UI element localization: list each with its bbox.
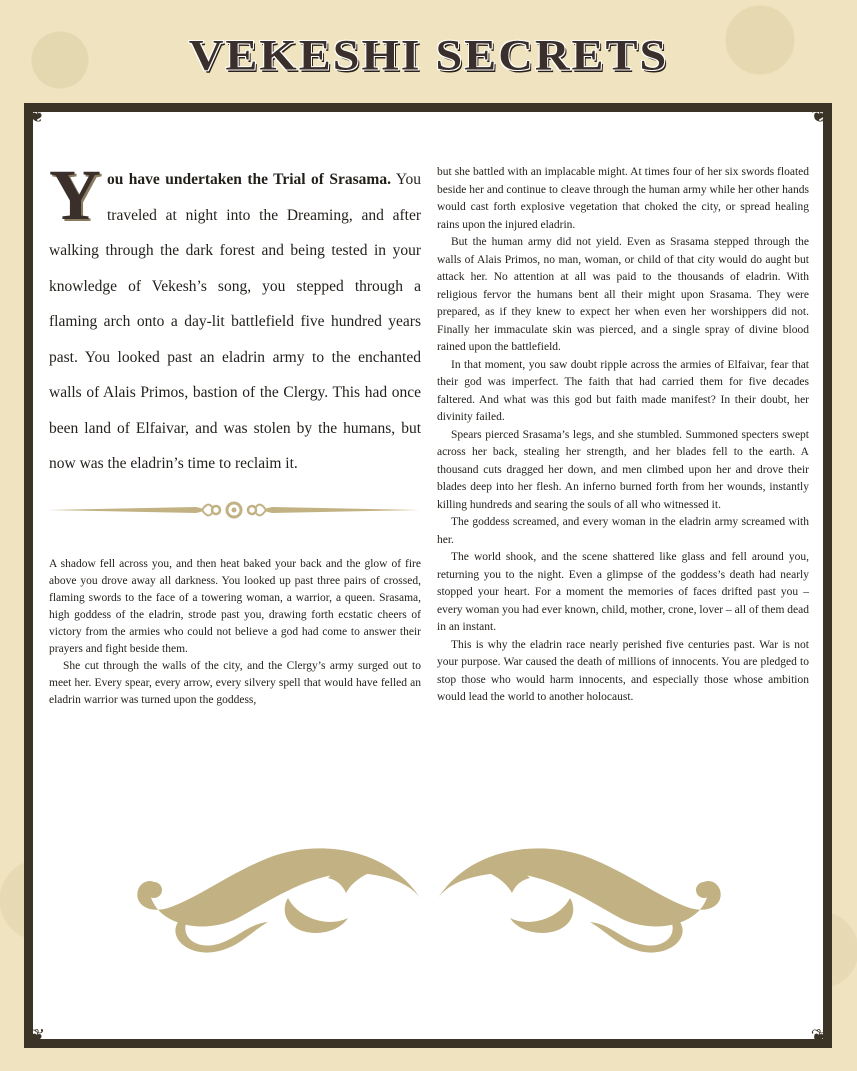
paragraph: The world shook, and the scene shattered like glass and fell around you, returning you to the night. Even a glimpse of the goddess’s death had nearly stopped your heart. For a moment the memories of faces drifted past you – every woman you had ever known, child, mother, crone, lover – all of them dead in an instant. <box>437 551 809 633</box>
scroll-corner-icon: ❦ <box>28 1024 46 1048</box>
paragraph: A shadow fell across you, and then heat baked your back and the glow of fire above you drove away all darkness. You looked up past three pairs of crossed, flaming swords to the face of a towering woman, a warrior, a queen. Srasama, high goddess of the eladrin, strode past you, drawing forth ecstatic cheers of victory from the armies who could not believe a god had come to answer their prayers and fight beside them. <box>49 558 421 655</box>
paragraph: but she battled with an implacable might. At times four of her six swords floated beside her and continue to cleave through the human army while her other hands would cast forth explosive vegetation that choked the city, or spread healing rains upon the injured eladrin. <box>437 166 809 231</box>
right-body-column <box>437 164 809 707</box>
scroll-corner-icon: ❦ <box>28 103 46 127</box>
paragraph: She cut through the walls of the city, and the Clergy’s army surged out to meet her. Every spear, every arrow, every silvery spell that would have felled an eladrin warrior was turned upon the goddess, <box>49 660 421 706</box>
intro-lead: ou have undertaken the Trial of Srasama. <box>107 171 391 188</box>
paragraph: But the human army did not yield. Even as Srasama stepped through the walls of Alais Primos, no man, woman, or child of that city would do aught but attack her. No attention at all was paid to the thousands of eladrin. With religious fervor the humans bent all their might upon Srasama. They were prepared, as if they knew to expect her when even her worshippers did not. Finally her immaculate skin was pierced, and a single spray of divine blood rained upon the battlefield. <box>437 236 809 353</box>
paragraph: Spears pierced Srasama’s legs, and she stumbled. Summoned specters swept across her back, stealing her strength, and her blades fell to the earth. A thousand cuts dragged her down, and men climbed upon her and drove their blades deep into her flesh. An inferno burned forth from her wounds, instantly killing hundreds and searing the souls of all who witnessed it. <box>437 428 809 511</box>
paragraph: In that moment, you saw doubt ripple across the armies of Elfaivar, fear that their god was imperfect. The faith that had carried them for five decades faltered. And what was this god but faith made manifest? In their doubt, her divinity failed. <box>437 358 809 423</box>
page-title: VEKESHI SECRETS <box>188 31 669 80</box>
paragraph: This is why the eladrin race nearly perished five centuries past. War is not your purpose. War caused the death of millions of innocents. You are pledged to stop those who would harm innocents, and especially those whose ambition would lead the world to another holocaust. <box>437 638 809 703</box>
intro-column <box>49 155 421 482</box>
scroll-corner-icon: ❦ <box>810 103 828 127</box>
paragraph: The goddess screamed, and every woman in the eladrin army screamed with her. <box>437 516 809 546</box>
scroll-corner-icon: ❦ <box>810 1024 828 1048</box>
drop-cap: Y <box>49 155 101 235</box>
left-body-column <box>49 556 421 709</box>
intro-text: You traveled at night into the Dreaming, and after walking through the dark forest and being tested in your knowledge of Vekesh’s song, you stepped through a flaming arch onto a day-lit battlefield five hundred years past. You looked past an eladrin army to the enchanted walls of Alais Primos, bastion of the Clergy. This had once been land of Elfaivar, and was stolen by the humans, but now was the eladrin’s time to reclaim it. <box>49 171 421 472</box>
flourish-ornament-icon <box>128 838 730 956</box>
filigree-divider-icon <box>46 497 422 523</box>
